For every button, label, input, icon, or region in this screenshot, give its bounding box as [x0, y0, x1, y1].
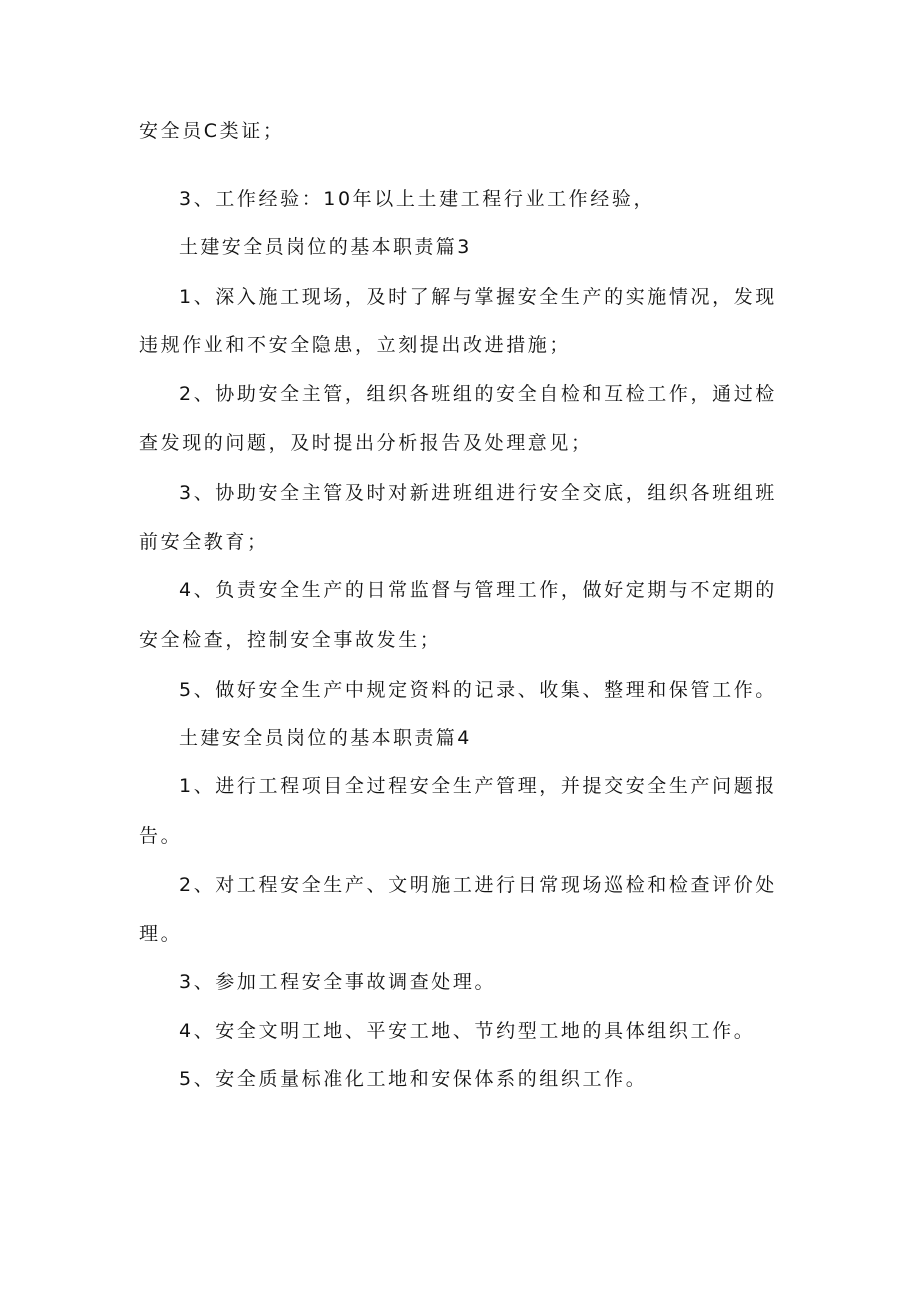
s4-item-3: 3、参加工程安全事故调查处理。 — [179, 971, 497, 993]
item-work-experience: 3、工作经验：10年以上土建工程行业工作经验， — [179, 188, 656, 210]
s4-item-5: 5、安全质量标准化工地和安保体系的组织工作。 — [179, 1068, 648, 1090]
s3-item-2-line-2: 查发现的问题，及时提出分析报告及处理意见； — [139, 432, 593, 454]
text-line-continuation: 安全员C类证； — [139, 120, 285, 142]
s3-item-3-line-2: 前安全教育； — [139, 531, 269, 553]
s4-item-1-line-2: 告。 — [139, 825, 183, 847]
s3-item-1-line-2: 违规作业和不安全隐患，立刻提出改进措施； — [139, 334, 572, 356]
s4-item-4: 4、安全文明工地、平安工地、节约型工地的具体组织工作。 — [179, 1020, 756, 1042]
s3-item-5: 5、做好安全生产中规定资料的记录、收集、整理和保管工作。 — [179, 679, 777, 701]
s3-item-1-line-1: 1、深入施工现场，及时了解与掌握安全生产的实施情况，发现 — [179, 286, 777, 308]
s4-item-1-line-1: 1、进行工程项目全过程安全生产管理，并提交安全生产问题报 — [179, 775, 777, 797]
s3-item-4-line-1: 4、负责安全生产的日常监督与管理工作，做好定期与不定期的 — [179, 579, 777, 601]
s3-item-2-line-1: 2、协助安全主管，组织各班组的安全自检和互检工作，通过检 — [179, 383, 777, 405]
section-heading-3: 土建安全员岗位的基本职责篇3 — [179, 236, 472, 258]
s4-item-2-line-1: 2、对工程安全生产、文明施工进行日常现场巡检和检查评价处 — [179, 874, 777, 896]
s3-item-3-line-1: 3、协助安全主管及时对新进班组进行安全交底，组织各班组班 — [179, 482, 777, 504]
s3-item-4-line-2: 安全检查，控制安全事故发生； — [139, 629, 442, 651]
s4-item-2-line-2: 理。 — [139, 923, 183, 945]
section-heading-4: 土建安全员岗位的基本职责篇4 — [179, 727, 472, 749]
